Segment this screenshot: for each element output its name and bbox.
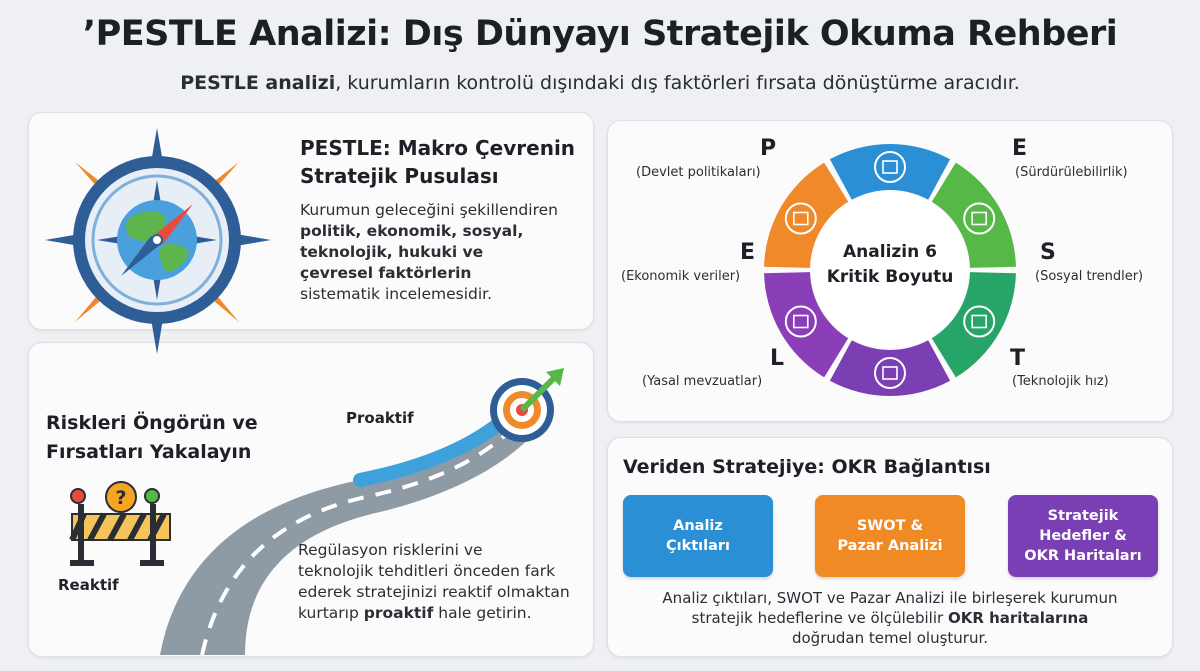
risk-desc-line: Regülasyon risklerini ve bbox=[298, 541, 483, 559]
pestle-desc-bold: çevresel faktörlerin bbox=[300, 264, 472, 282]
okr-description bbox=[616, 588, 1164, 648]
dimension-letter-e-economic: E bbox=[740, 240, 756, 265]
pestle-desc-line: Kurumun geleceğini şekillendiren bbox=[300, 201, 558, 219]
ring-center-label bbox=[815, 240, 965, 290]
dimension-label-s: (Sosyal trendler) bbox=[1035, 269, 1144, 284]
risk-heading-line: Fırsatları Yakalayın bbox=[46, 441, 252, 463]
pestle-description bbox=[300, 200, 590, 305]
reaktif-label: Reaktif bbox=[58, 576, 119, 594]
ring-center-line: Kritik Boyutu bbox=[826, 267, 954, 287]
okr-box-swot: SWOT & Pazar Analizi bbox=[815, 495, 965, 577]
risk-desc-bold: proaktif bbox=[363, 604, 434, 622]
question-mark-icon bbox=[104, 480, 138, 514]
okr-desc-line: Analiz çıktıları, SWOT ve Pazar Analizi ile birleşerek kurumun bbox=[662, 589, 1118, 607]
dimension-label-e-economic: (Ekonomik veriler) bbox=[621, 269, 741, 284]
compass-globe-icon bbox=[45, 113, 285, 363]
okr-heading: Veriden Stratejiye: OKR Bağlantısı bbox=[623, 456, 991, 478]
proaktif-label: Proaktif bbox=[346, 409, 414, 427]
dimension-label-t: (Teknolojik hız) bbox=[1012, 374, 1109, 389]
okr-desc-line: stratejik hedeflerine ve ölçülebilir bbox=[691, 609, 948, 627]
pestle-heading-line: Stratejik Pusulası bbox=[300, 164, 499, 188]
pestle-desc-line: sistematik incelemesidir. bbox=[300, 285, 493, 303]
risk-desc-line: kurtarıp bbox=[298, 604, 364, 622]
dimension-label-l: (Yasal mevzuatlar) bbox=[642, 374, 763, 389]
risk-heading bbox=[46, 409, 286, 467]
dimension-letter-e-environment: E bbox=[1012, 136, 1028, 161]
pestle-heading bbox=[300, 134, 590, 190]
risk-desc-line: teknolojik tehditleri önceden fark bbox=[298, 562, 556, 580]
pestle-desc-bold: teknolojik, hukuki ve bbox=[300, 243, 484, 261]
risk-desc-line: ederek stratejinizi reaktif olmaktan bbox=[298, 583, 570, 601]
dimension-letter-p: P bbox=[760, 136, 777, 161]
dimension-letter-s: S bbox=[1040, 240, 1056, 265]
svg-text:?: ? bbox=[115, 487, 127, 509]
target-icon bbox=[486, 366, 566, 446]
ring-center-line: Analizin 6 bbox=[843, 242, 937, 262]
okr-box-analysis-outputs: Analiz Çıktıları bbox=[623, 495, 773, 577]
page-title: ’PESTLE Analizi: Dış Dünyayı Stratejik Okuma Rehberi bbox=[82, 14, 1118, 54]
okr-desc-bold: OKR haritalarına bbox=[947, 609, 1089, 627]
risk-desc-line: hale getirin. bbox=[433, 604, 532, 622]
pestle-desc-bold: politik, ekonomik, sosyal, bbox=[300, 222, 524, 240]
dimension-label-p: (Devlet politikaları) bbox=[636, 165, 761, 180]
risk-heading-line: Riskleri Öngörün ve bbox=[46, 412, 258, 434]
subtitle-bold: PESTLE analizi bbox=[180, 72, 336, 94]
page-subtitle bbox=[0, 72, 1200, 94]
pestle-heading-line: PESTLE: Makro Çevrenin bbox=[300, 136, 576, 160]
okr-desc-line: doğrudan temel oluşturur. bbox=[791, 629, 989, 647]
dimension-label-e-environment: (Sürdürülebilirlik) bbox=[1015, 165, 1128, 180]
dimension-letter-l: L bbox=[770, 346, 785, 371]
risk-description bbox=[298, 540, 588, 624]
dimension-letter-t: T bbox=[1010, 346, 1026, 371]
okr-box-strategic-goals: Stratejik Hedefler & OKR Haritaları bbox=[1008, 495, 1158, 577]
subtitle-rest: , kurumların kontrolü dışındaki dış faktörleri fırsata dönüştürme aracıdır. bbox=[335, 72, 1020, 94]
